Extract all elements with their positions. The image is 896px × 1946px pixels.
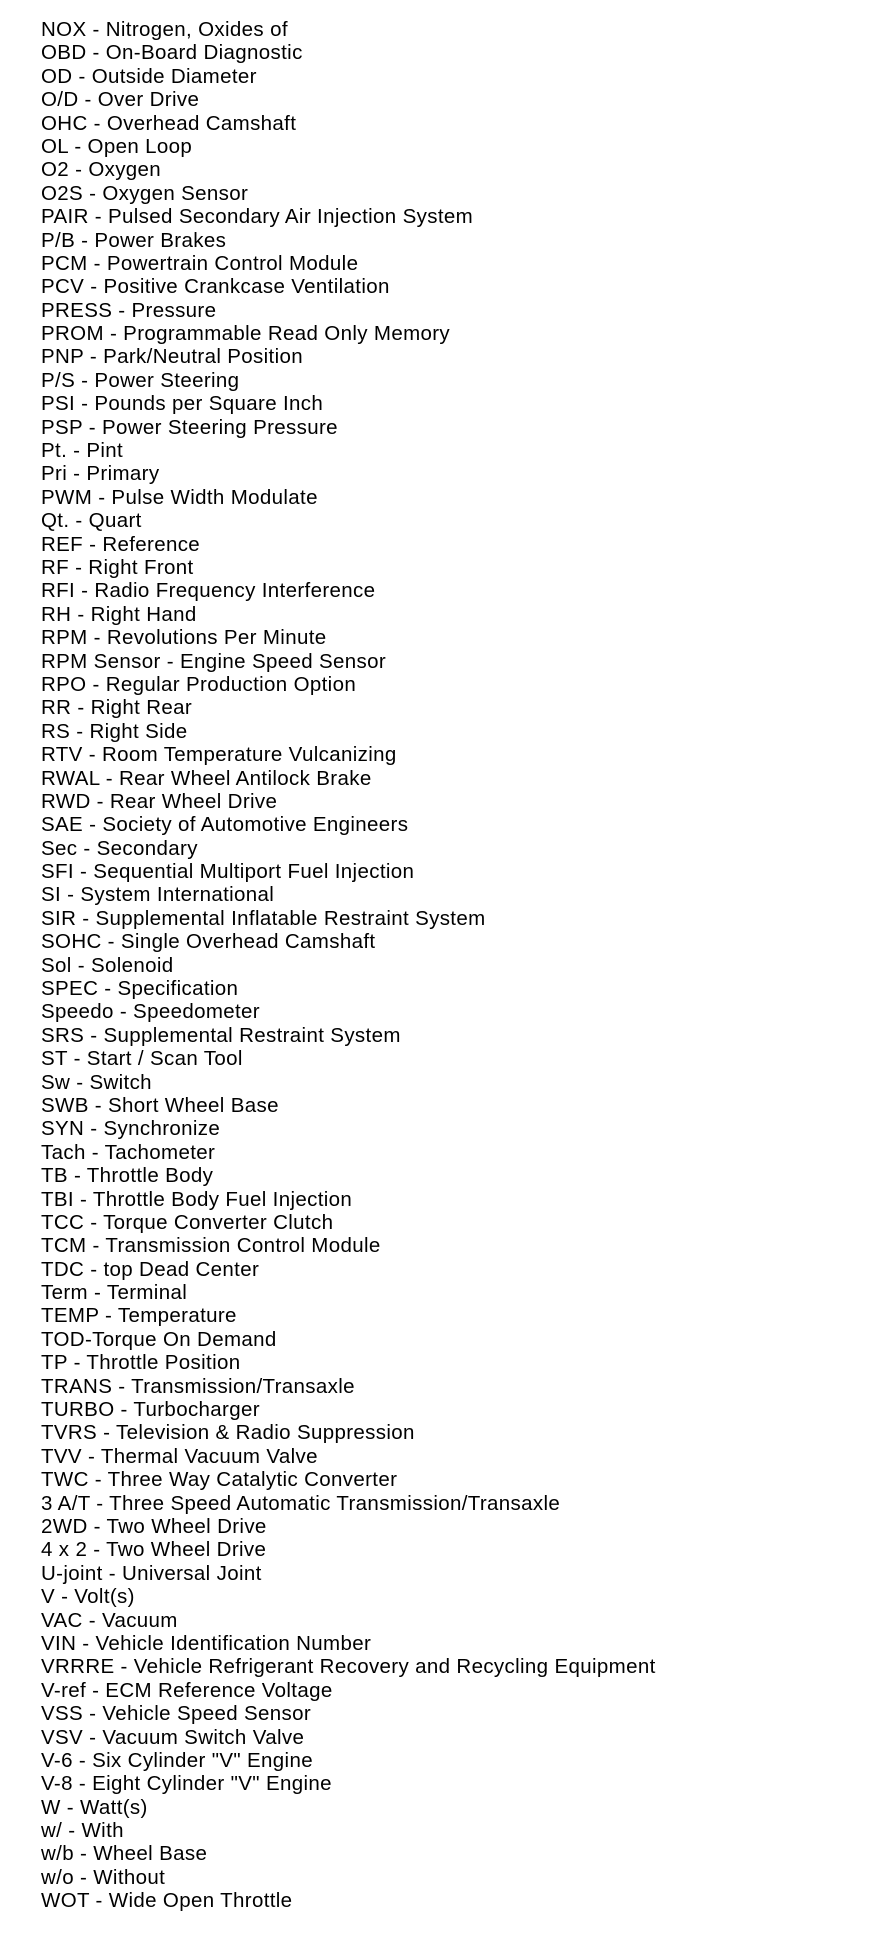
abbreviation-entry: TCC - Torque Converter Clutch bbox=[41, 1210, 334, 1234]
abbreviation-entry: V - Volt(s) bbox=[41, 1585, 135, 1609]
abbreviation-entry: RFI - Radio Frequency Interference bbox=[41, 579, 376, 603]
abbreviation-entry: RWAL - Rear Wheel Antilock Brake bbox=[41, 766, 372, 790]
abbreviation-entry: RPM Sensor - Engine Speed Sensor bbox=[41, 649, 387, 673]
abbreviation-entry: RPM - Revolutions Per Minute bbox=[41, 626, 327, 650]
abbreviation-entry: w/b - Wheel Base bbox=[41, 1842, 208, 1866]
abbreviation-entry: PCV - Positive Crankcase Ventilation bbox=[41, 275, 390, 299]
abbreviation-entry: RH - Right Hand bbox=[41, 602, 197, 626]
abbreviation-entry: Speedo - Speedometer bbox=[41, 1000, 260, 1024]
abbreviation-entry: VSS - Vehicle Speed Sensor bbox=[41, 1702, 312, 1726]
abbreviation-entry: RS - Right Side bbox=[41, 719, 188, 743]
abbreviation-entry: PSP - Power Steering Pressure bbox=[41, 415, 338, 439]
abbreviation-entry: V-8 - Eight Cylinder "V" Engine bbox=[41, 1772, 332, 1796]
abbreviation-entry: SRS - Supplemental Restraint System bbox=[41, 1023, 401, 1047]
abbreviation-entry: RF - Right Front bbox=[41, 555, 194, 579]
abbreviation-entry: P/B - Power Brakes bbox=[41, 228, 227, 252]
abbreviation-entry: 3 A/T - Three Speed Automatic Transmission/Transaxle bbox=[41, 1491, 561, 1515]
abbreviation-entry: Pri - Primary bbox=[41, 462, 160, 486]
abbreviation-entry: TRANS - Transmission/Transaxle bbox=[41, 1374, 355, 1398]
abbreviation-entry: SYN - Synchronize bbox=[41, 1117, 221, 1141]
abbreviation-entry: Pt. - Pint bbox=[41, 439, 124, 463]
abbreviation-entry: SIR - Supplemental Inflatable Restraint System bbox=[41, 906, 486, 930]
abbreviation-entry: W - Watt(s) bbox=[41, 1795, 148, 1819]
abbreviation-entry: PNP - Park/Neutral Position bbox=[41, 345, 304, 369]
abbreviation-entry: TOD-Torque On Demand bbox=[41, 1327, 277, 1351]
abbreviation-entry: RPO - Regular Production Option bbox=[41, 672, 357, 696]
abbreviation-entry: SI - System International bbox=[41, 883, 275, 907]
abbreviation-entry: V-ref - ECM Reference Voltage bbox=[41, 1678, 333, 1702]
abbreviation-entry: Term - Terminal bbox=[41, 1281, 188, 1305]
abbreviation-entry: PWM - Pulse Width Modulate bbox=[41, 485, 318, 509]
abbreviation-entry: V-6 - Six Cylinder "V" Engine bbox=[41, 1748, 313, 1772]
abbreviation-entry: Sol - Solenoid bbox=[41, 953, 174, 977]
abbreviation-entry: OD - Outside Diameter bbox=[41, 64, 257, 88]
abbreviation-entry: RR - Right Rear bbox=[41, 696, 193, 720]
abbreviation-entry: OBD - On-Board Diagnostic bbox=[41, 41, 303, 65]
abbreviation-entry: O2S - Oxygen Sensor bbox=[41, 181, 249, 205]
abbreviation-entry: P/S - Power Steering bbox=[41, 368, 240, 392]
abbreviation-entry: w/ - With bbox=[41, 1819, 124, 1843]
abbreviation-entry: w/o - Without bbox=[41, 1865, 166, 1889]
abbreviation-entry: 4 x 2 - Two Wheel Drive bbox=[41, 1538, 267, 1562]
abbreviation-entry: TVRS - Television & Radio Suppression bbox=[41, 1421, 415, 1445]
abbreviation-entry: SPEC - Specification bbox=[41, 977, 239, 1001]
abbreviation-entry: TB - Throttle Body bbox=[41, 1164, 214, 1188]
abbreviation-entry: Sw - Switch bbox=[41, 1070, 152, 1094]
abbreviation-entry: Sec - Secondary bbox=[41, 836, 198, 860]
abbreviation-entry: PSI - Pounds per Square Inch bbox=[41, 392, 324, 416]
abbreviation-entry: SWB - Short Wheel Base bbox=[41, 1093, 279, 1117]
abbreviation-entry: O/D - Over Drive bbox=[41, 88, 200, 112]
abbreviation-entry: WOT - Wide Open Throttle bbox=[41, 1889, 293, 1913]
abbreviation-entry: VSV - Vacuum Switch Valve bbox=[41, 1725, 305, 1749]
abbreviation-entry: SFI - Sequential Multiport Fuel Injection bbox=[41, 860, 415, 884]
abbreviation-entry: PCM - Powertrain Control Module bbox=[41, 251, 359, 275]
abbreviation-entry: U-joint - Universal Joint bbox=[41, 1561, 262, 1585]
abbreviation-entry: OHC - Overhead Camshaft bbox=[41, 111, 297, 135]
abbreviation-entry: SAE - Society of Automotive Engineers bbox=[41, 813, 409, 837]
abbreviation-entry: RTV - Room Temperature Vulcanizing bbox=[41, 743, 397, 767]
abbreviation-entry: PRESS - Pressure bbox=[41, 298, 217, 322]
abbreviation-entry: RWD - Rear Wheel Drive bbox=[41, 789, 278, 813]
abbreviation-entry: TBI - Throttle Body Fuel Injection bbox=[41, 1187, 353, 1211]
abbreviation-entry: OL - Open Loop bbox=[41, 134, 193, 158]
abbreviation-entry: TEMP - Temperature bbox=[41, 1304, 237, 1328]
abbreviation-entry: TCM - Transmission Control Module bbox=[41, 1234, 381, 1258]
abbreviation-entry: NOX - Nitrogen, Oxides of bbox=[41, 18, 288, 41]
abbreviation-entry: 2WD - Two Wheel Drive bbox=[41, 1515, 267, 1538]
abbreviation-entry: REF - Reference bbox=[41, 532, 201, 556]
abbreviation-list bbox=[41, 18, 881, 1913]
abbreviation-entry: O2 - Oxygen bbox=[41, 158, 162, 182]
abbreviation-entry: TWC - Three Way Catalytic Converter bbox=[41, 1468, 398, 1492]
abbreviation-entry: VIN - Vehicle Identification Number bbox=[41, 1631, 372, 1655]
abbreviation-entry: Tach - Tachometer bbox=[41, 1140, 216, 1164]
abbreviation-entry: TVV - Thermal Vacuum Valve bbox=[41, 1444, 318, 1468]
abbreviation-entry: VRRRE - Vehicle Refrigerant Recovery and Recycling Equipment bbox=[41, 1655, 656, 1679]
abbreviation-entry: PAIR - Pulsed Secondary Air Injection System bbox=[41, 205, 474, 229]
abbreviation-entry: VAC - Vacuum bbox=[41, 1608, 178, 1632]
abbreviation-entry: TDC - top Dead Center bbox=[41, 1257, 260, 1281]
abbreviation-entry: Qt. - Quart bbox=[41, 509, 142, 533]
abbreviation-entry: PROM - Programmable Read Only Memory bbox=[41, 322, 451, 346]
abbreviation-entry: ST - Start / Scan Tool bbox=[41, 1047, 243, 1071]
abbreviation-entry: TURBO - Turbocharger bbox=[41, 1398, 260, 1422]
abbreviation-entry: SOHC - Single Overhead Camshaft bbox=[41, 930, 376, 954]
abbreviation-entry: TP - Throttle Position bbox=[41, 1351, 241, 1375]
